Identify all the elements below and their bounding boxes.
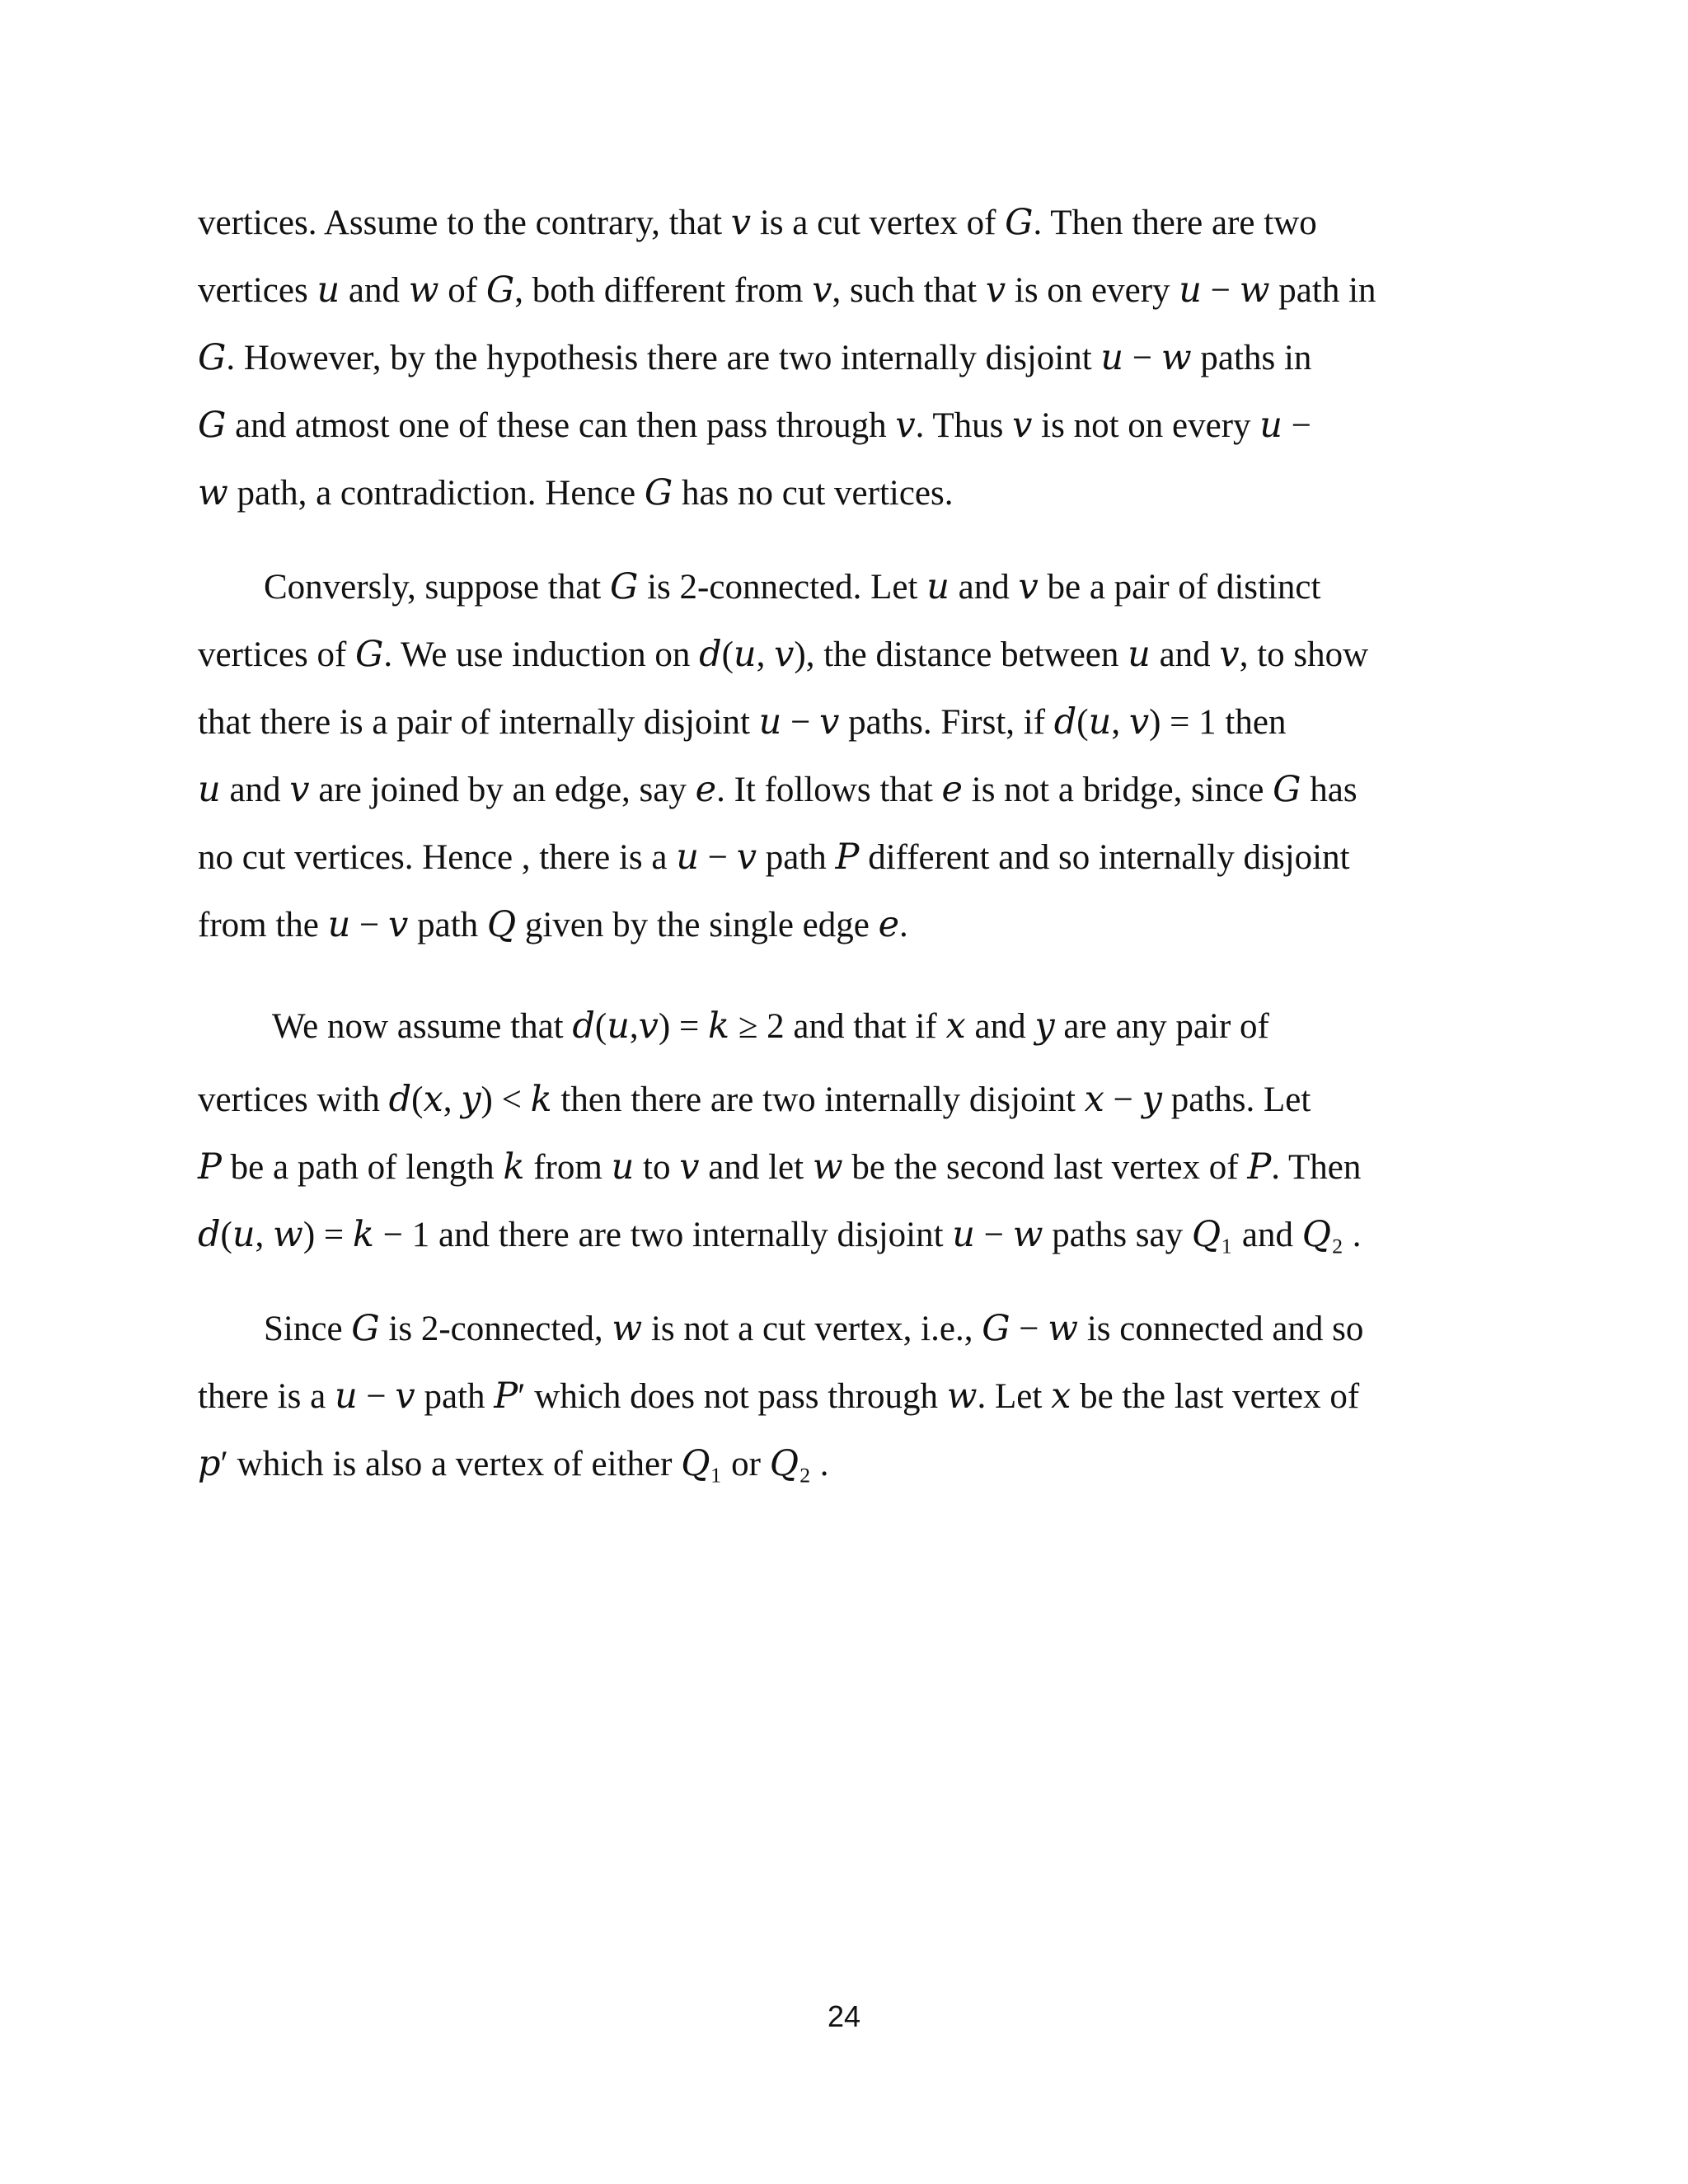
paragraph-2-line-4: 𝑢 and 𝑣 are joined by an edge, say 𝑒. It follows that 𝑒 is not a bridge, since 𝐺 has bbox=[198, 771, 1357, 809]
paragraph-1-line-2: vertices 𝑢 and 𝑤 of 𝐺, both different from 𝑣, such that 𝑣 is on every 𝑢 − 𝑤 path in bbox=[198, 271, 1376, 310]
paragraph-4-line-2: there is a 𝑢 − 𝑣 path 𝑃′ which does not pass through 𝑤. Let 𝑥 be the last vertex of bbox=[198, 1377, 1360, 1416]
paragraph-2-line-2: vertices of 𝐺. We use induction on 𝑑(𝑢, 𝑣), the distance between 𝑢 and 𝑣, to show bbox=[198, 635, 1369, 674]
page-number: 24 bbox=[827, 1999, 861, 2033]
paragraph-2-line-6: from the 𝑢 − 𝑣 path 𝑄 given by the single edge 𝑒. bbox=[198, 906, 908, 944]
paragraph-1 bbox=[198, 190, 1490, 527]
paragraph-2-line-1: Conversly, suppose that 𝐺 is 2-connected. Let 𝑢 and 𝑣 be a pair of distinct bbox=[264, 568, 1321, 607]
paragraph-1-line-3: 𝐺. However, by the hypothesis there are two internally disjoint 𝑢 − 𝑤 paths in bbox=[198, 339, 1312, 377]
paragraph-3-line-2: vertices with 𝑑(𝑥, 𝑦) < 𝑘 then there are two internally disjoint 𝑥 − 𝑦 paths. Let bbox=[198, 1080, 1311, 1119]
paragraph-1-line-1: vertices. Assume to the contrary, that 𝑣 is a cut vertex of 𝐺. Then there are two bbox=[198, 204, 1317, 242]
paragraph-1-line-4: 𝐺 and atmost one of these can then pass through 𝑣. Thus 𝑣 is not on every 𝑢 − bbox=[198, 406, 1311, 445]
paragraph-4-line-3: 𝑝′ which is also a vertex of either 𝑄₁ or 𝑄₂ . bbox=[198, 1445, 829, 1483]
paragraph-3-line-3: 𝑃 be a path of length 𝑘 from 𝑢 to 𝑣 and let 𝑤 be the second last vertex of 𝑃. Then bbox=[198, 1148, 1362, 1187]
paragraph-2-line-5: no cut vertices. Hence , there is a 𝑢 − 𝑣 path 𝑃 different and so internally disjoint bbox=[198, 838, 1350, 877]
paragraph-4-line-1: Since 𝐺 is 2-connected, 𝑤 is not a cut vertex, i.e., 𝐺 − 𝑤 is connected and so bbox=[264, 1310, 1364, 1348]
paragraph-2 bbox=[198, 554, 1490, 959]
paragraph-2-line-3: that there is a pair of internally disjoint 𝑢 − 𝑣 paths. First, if 𝑑(𝑢, 𝑣) = 1 then bbox=[198, 703, 1287, 742]
paragraph-3-line-4: 𝑑(𝑢, 𝑤) = 𝑘 − 1 and there are two internally disjoint 𝑢 − 𝑤 paths say 𝑄₁ and 𝑄₂ . bbox=[198, 1216, 1362, 1254]
paragraph-1-line-5: 𝑤 path, a contradiction. Hence 𝐺 has no cut vertices. bbox=[198, 474, 954, 513]
paragraph-3 bbox=[198, 987, 1490, 1269]
paragraph-3-line-1: We now assume that 𝑑(𝑢,𝑣) = 𝑘 ≥ 2 and that if 𝑥 and 𝑦 are any pair of bbox=[272, 1007, 1269, 1046]
paragraph-4 bbox=[198, 1296, 1490, 1498]
